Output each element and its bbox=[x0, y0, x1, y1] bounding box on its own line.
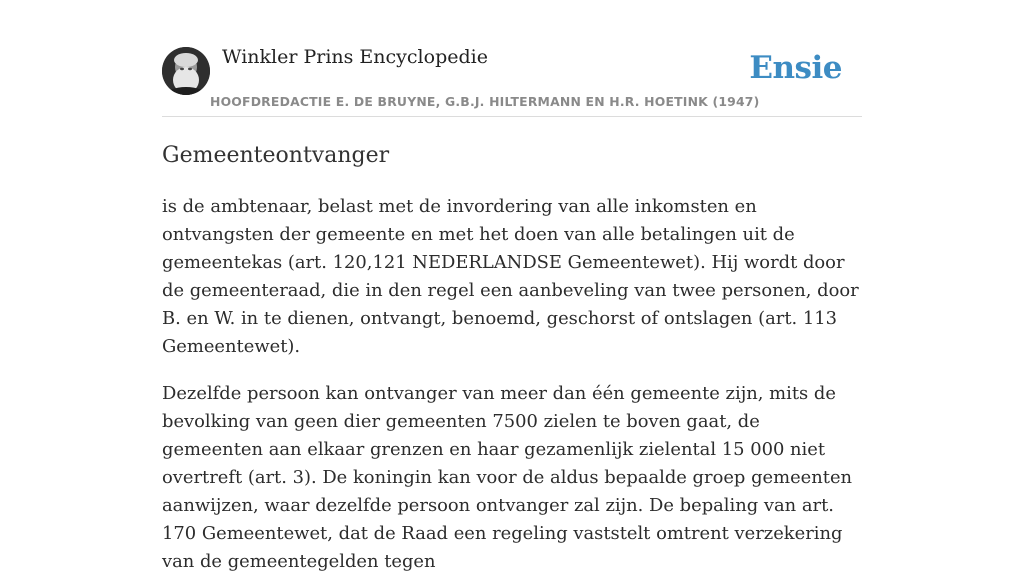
page-container bbox=[162, 0, 862, 576]
ensie-logo-link[interactable]: Ensie bbox=[749, 50, 842, 86]
editors-credit: HOOFDREDACTIE E. DE BRUYNE, G.B.J. HILTERMANN EN H.R. HOETINK (1947) bbox=[210, 94, 760, 109]
publication-title[interactable]: Winkler Prins Encyclopedie bbox=[222, 46, 488, 68]
source-header bbox=[162, 0, 862, 117]
article-paragraph: is de ambtenaar, belast met de invordering van alle inkomsten en ontvangsten der gemeente en met het doen van alle betalingen uit de gemeentekas (art. 120,121 NEDERLANDSE Gemeentewet). Hij wordt door de gemeenteraad, die in den regel een aanbeveling van twee personen, door B. en W. in te dienen, ontvangt, benoemd, geschorst of ontslagen (art. 113 Gemeentewet). bbox=[162, 196, 859, 357]
article-title: Gemeenteontvanger bbox=[162, 143, 390, 168]
portrait-photo-icon[interactable] bbox=[162, 47, 210, 95]
article-paragraph: Dezelfde persoon kan ontvanger van meer dan één gemeente zijn, mits de bevolking van geen dier gemeenten 7500 zielen te boven gaat, de gemeenten aan elkaar grenzen en haar gezamenlijk zielental 15 000 niet overtreft (art. 3). De koningin kan voor de aldus bepaalde groep gemeenten aanwijzen, waar dezelfde persoon ontvanger zal zijn. De bepaling van art. 170 Gemeentewet, dat de Raad een regeling vaststelt omtrent verzekering van de gemeentegelden tegen bbox=[162, 383, 853, 572]
